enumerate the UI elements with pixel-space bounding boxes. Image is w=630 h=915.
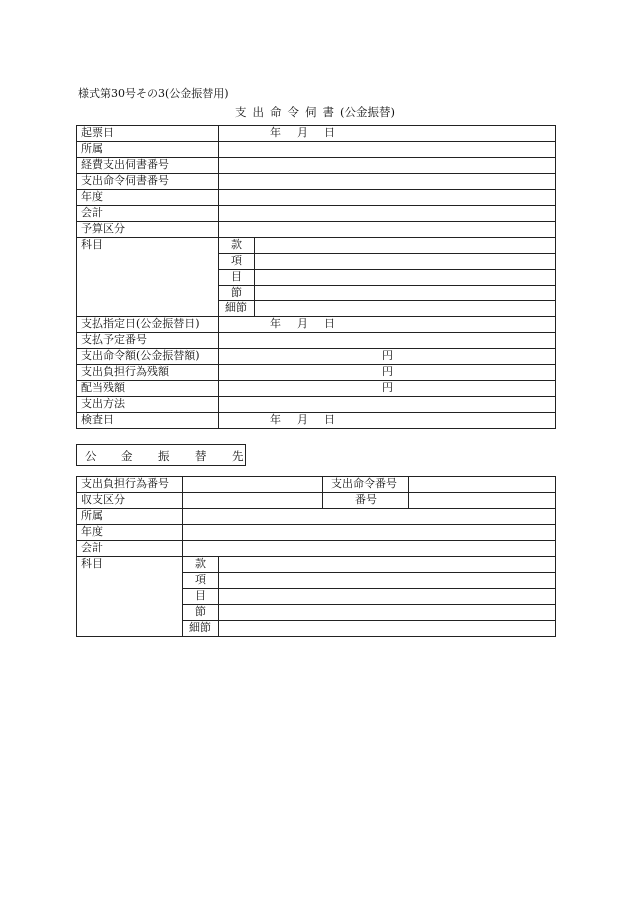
label-kan-2: 款 <box>195 557 206 570</box>
date-year: 年 <box>270 413 281 426</box>
label-nendo: 年度 <box>81 190 103 203</box>
label-saisetsu: 細節 <box>225 301 247 314</box>
label-moku: 目 <box>231 270 242 283</box>
label-kou-2: 項 <box>195 573 206 586</box>
heading-char: 替 <box>195 449 207 463</box>
label-moku-2: 目 <box>195 589 206 602</box>
date-year: 年 <box>270 126 281 139</box>
unit-yen: 円 <box>382 381 393 394</box>
date-month: 月 <box>297 413 308 426</box>
label-haitou-zangaku: 配当残額 <box>81 381 125 394</box>
heading-char: 公 <box>85 449 97 463</box>
label-shishutsu-houhou: 支出方法 <box>81 397 125 410</box>
label-shushi-kubun: 収支区分 <box>81 493 125 506</box>
label-futan-koui-no: 支出負担行為番号 <box>81 477 169 490</box>
label-kensabi: 検査日 <box>81 413 114 426</box>
label-kamoku-2: 科目 <box>81 557 103 570</box>
label-keihi-shishutsu-ukagai-no: 経費支出伺書番号 <box>81 158 169 171</box>
heading-char: 金 <box>121 449 133 463</box>
date-month: 月 <box>297 126 308 139</box>
label-shishutsu-meirei-ukagai-no: 支出命令伺書番号 <box>81 174 169 187</box>
form-number: 様式第30号その3(公金振替用) <box>78 87 229 100</box>
label-kaikei-2: 会計 <box>81 541 103 554</box>
date-day: 日 <box>324 126 335 139</box>
document-title-suffix: (公金振替) <box>340 105 395 119</box>
label-setsu-2: 節 <box>195 605 206 618</box>
label-saisetsu-2: 細節 <box>189 621 211 634</box>
label-kaikei: 会計 <box>81 206 103 219</box>
label-shiharai-shiteibi: 支払指定日(公金振替日) <box>81 317 200 330</box>
label-bangou: 番号 <box>355 493 377 506</box>
label-shiharai-yotei-no: 支払予定番号 <box>81 333 147 346</box>
document-title-main: 支出命令伺書 <box>235 105 340 119</box>
label-yosan-kubun: 予算区分 <box>81 222 125 235</box>
heading-char: 先 <box>232 449 244 463</box>
label-futan-koui-zangaku: 支出負担行為残額 <box>81 365 169 378</box>
label-kou: 項 <box>231 254 242 267</box>
label-kan: 款 <box>231 238 242 251</box>
label-shishutsu-meirei-gaku: 支出命令額(公金振替額) <box>81 349 200 362</box>
label-shishutsu-meirei-no: 支出命令番号 <box>331 477 397 490</box>
label-nendo-2: 年度 <box>81 525 103 538</box>
date-year: 年 <box>270 317 281 330</box>
unit-yen: 円 <box>382 349 393 362</box>
heading-char: 振 <box>158 449 170 463</box>
date-day: 日 <box>324 317 335 330</box>
label-shozoku-2: 所属 <box>81 509 103 522</box>
label-setsu: 節 <box>231 286 242 299</box>
date-month: 月 <box>297 317 308 330</box>
date-day: 日 <box>324 413 335 426</box>
unit-yen: 円 <box>382 365 393 378</box>
label-shozoku: 所属 <box>81 142 103 155</box>
label-kihyobi: 起票日 <box>81 126 114 139</box>
label-kamoku: 科目 <box>81 238 103 251</box>
